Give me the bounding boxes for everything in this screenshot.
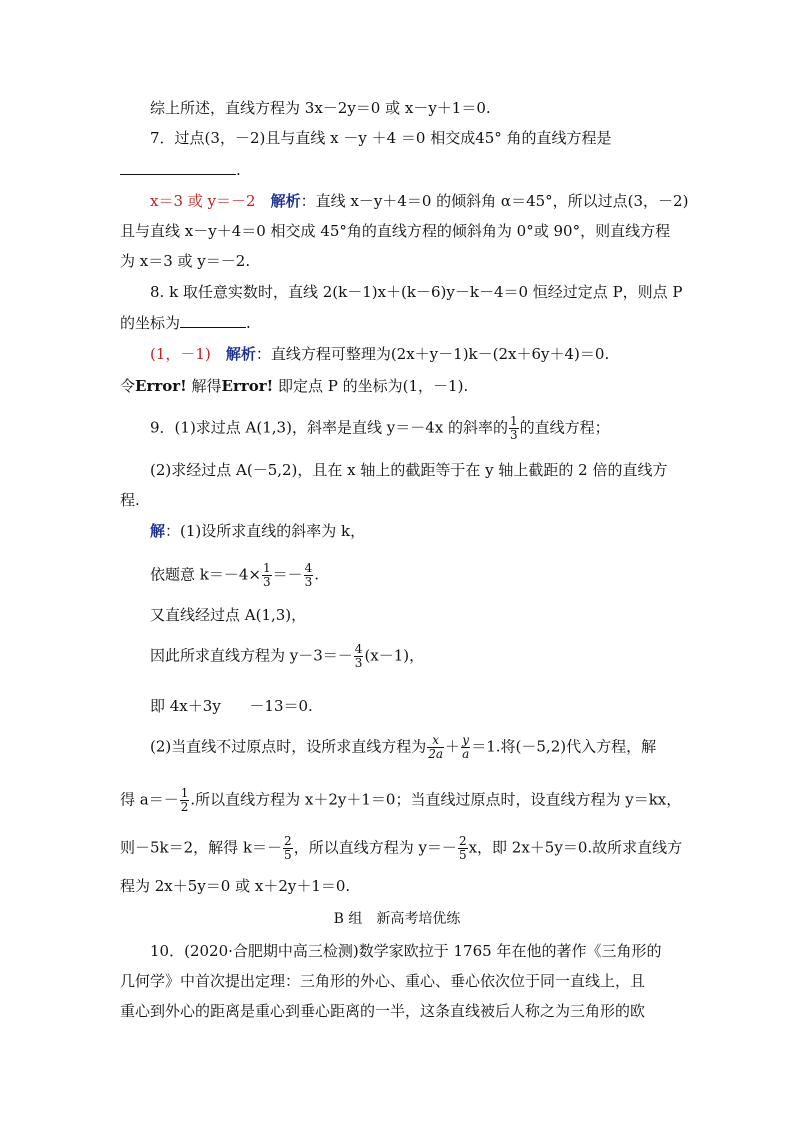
solution-line-9: 程为 2x＋5y＝0 或 x＋2y＋1＝0. (120, 877, 351, 895)
answer-7-line-2: 且与直线 x－y＋4＝0 相交成 45°角的直线方程的倾斜角为 0°或 90°，则直线方程 (120, 222, 671, 240)
question-9-part-2: (2)求经过点 A(－5,2)，且在 x 轴上的截距等于在 y 轴上截距的 2 倍的直线方 (150, 461, 668, 479)
solution-line-5: 即 4x＋3y －13＝0. (150, 697, 313, 715)
answer-8-line-2: 令Error! 解得Error! 即定点 P 的坐标为(1，－1). (120, 377, 469, 395)
solution-line-1: 解：(1)设所求直线的斜率为 k， (150, 522, 366, 540)
question-10-line-2: 几何学》中首次提出定理：三角形的外心、重心、垂心依次位于同一直线上，且 (120, 972, 646, 990)
question-9-part-2-cont: 程. (120, 491, 140, 509)
solution-line-4: 因此所求直线方程为 y－3＝－ $\frac{4}{3}$ (x－1)， (150, 642, 425, 670)
question-8-blank: 的坐标为 . (120, 314, 251, 332)
solution-line-8: 则－5k＝2，解得 k＝－ $\frac{2}{5}$ ，所以直线方程为 y＝－ $\frac{2}{5}$ x，即 2x＋5y＝0.故所求直线方 (120, 834, 683, 862)
question-10-line-1: 10．(2020·合肥期中高三检测)数学家欧拉于 1765 年在他的著作《三角形的 (150, 942, 662, 960)
answer-7-line-3: 为 x＝3 或 y＝－2. (120, 252, 251, 270)
solution-line-7: 得 a＝－ $\frac{1}{2}$ .所以直线方程为 x＋2y＋1＝0；当直线过原点时，设直线方程为 y＝kx， (120, 786, 682, 814)
solution-line-2: 依题意 k＝－4× $\frac{1}{3}$ ＝－ $\frac{4}{3}$ . (150, 561, 320, 589)
section-b-heading: B 组 新高考培优练 (333, 911, 461, 927)
solution-line-3: 又直线经过点 A(1,3)， (150, 606, 307, 624)
summary-line: 综上所述，直线方程为 3x－2y＝0 或 x－y＋1＝0. (150, 99, 491, 117)
answer-7-line-1: x＝3 或 y＝－2 解析：直线 x－y＋4＝0 的倾斜角 α＝45°，所以过点(3，－2) (150, 192, 689, 210)
question-8-text: 8. k 取任意实数时，直线 2(k－1)x＋(k－6)y－k－4＝0 恒经过定点 P，则点 P (150, 283, 683, 301)
question-10-line-3: 重心到外心的距离是重心到垂心距离的一半，这条直线被后人称之为三角形的欧 (120, 1002, 646, 1020)
question-9-part-1: 9．(1)求过点 A(1,3)，斜率是直线 y＝－4x 的斜率的 $\frac{1}{3}$ 的直线方程； (150, 414, 610, 442)
question-7-text: 7．过点(3，－2)且与直线 x －y ＋4 ＝0 相交成45° 角的直线方程是 (150, 129, 612, 147)
solution-line-6: (2)当直线不过原点时，设所求直线方程为 $\frac{x}{2a}$ ＋ $\frac{y}{a}$ ＝1.将(－5,2)代入方程，解 (150, 733, 657, 761)
answer-8-line-1: (1，－1) 解析：直线方程可整理为(2x＋y－1)k－(2x＋6y＋4)＝0. (150, 345, 610, 363)
question-7-blank: . (120, 160, 241, 180)
